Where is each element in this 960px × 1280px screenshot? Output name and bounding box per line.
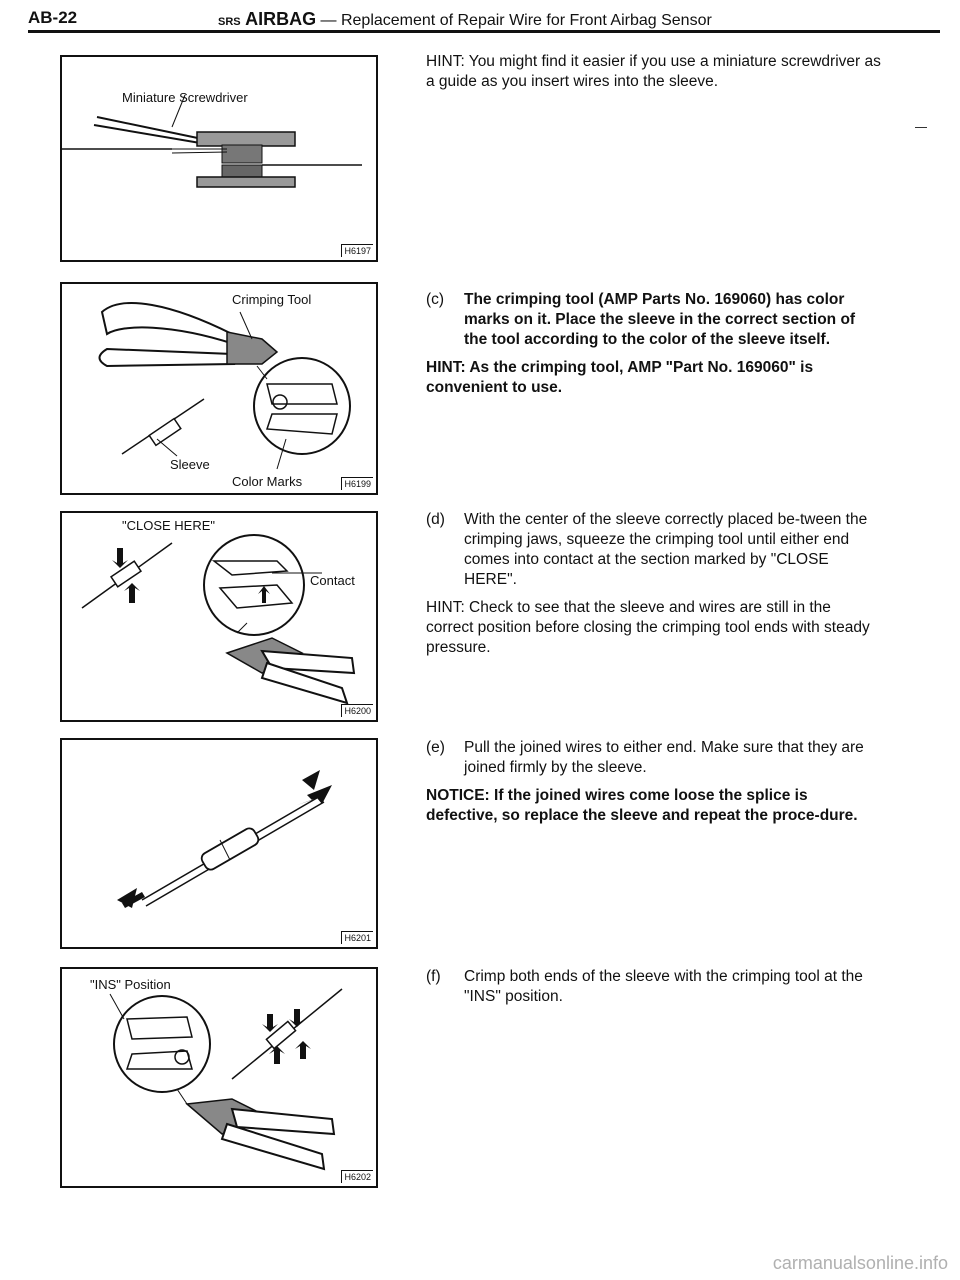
step-text: Pull the joined wires to either end. Make sure that they are joined firmly by the sleeve. <box>464 739 864 776</box>
step-c-hint: HINT: As the crimping tool, AMP "Part No. 169060" is convenient to use. <box>426 359 814 396</box>
label-crimping-tool: Crimping Tool <box>232 292 312 307</box>
step-e-body <box>426 738 882 778</box>
figure-crimping-tool <box>60 282 378 495</box>
pull-test-illustration <box>62 740 376 947</box>
page-number: AB-22 <box>28 8 78 27</box>
figure-code: H6202 <box>341 1170 373 1183</box>
crimping-tool-illustration <box>62 284 376 493</box>
title-rest: — Replacement of Repair Wire for Front Airbag Sensor <box>320 12 712 29</box>
step-c <box>426 290 882 398</box>
step-letter: (d) <box>426 511 445 528</box>
airbag-label: AIRBAG <box>245 9 317 29</box>
step-text: The crimping tool (AMP Parts No. 169060) has color marks on it. Place the sleeve in the correct section of the tool according to the color of the sleeve itself. <box>464 291 856 348</box>
figure-code: H6197 <box>341 244 373 257</box>
close-here-illustration <box>62 513 376 720</box>
figure-code: H6201 <box>341 931 373 944</box>
label-sleeve: Sleeve <box>170 457 210 472</box>
label-miniature-screwdriver: Miniature Screwdriver <box>122 90 248 105</box>
hint-text: HINT: You might find it easier if you use a miniature screwdriver as a guide as you insert wires into the sleeve. <box>426 53 881 90</box>
figure-code: H6199 <box>341 477 373 490</box>
step-f-body <box>426 967 882 1007</box>
page-header <box>28 6 940 33</box>
watermark: carmanualsonline.info <box>772 1253 948 1273</box>
step-text: Crimp both ends of the sleeve with the crimping tool at the "INS" position. <box>464 968 863 1005</box>
figure-pull-test <box>60 738 378 949</box>
figure-code: H6200 <box>341 704 373 717</box>
margin-dash <box>915 127 927 128</box>
label-ins-position: "INS" Position <box>90 977 171 992</box>
ins-position-illustration <box>62 969 376 1186</box>
step-f <box>426 967 882 1007</box>
srs-label: SRS <box>218 16 241 28</box>
step-d-hint: HINT: Check to see that the sleeve and wires are still in the correct position before closing the crimping tool ends with steady pressure. <box>426 599 870 656</box>
step-letter: (c) <box>426 291 445 308</box>
figure-screwdriver <box>60 55 378 262</box>
step-d-body <box>426 510 882 590</box>
step-letter: (e) <box>426 739 445 756</box>
step-letter: (f) <box>426 968 441 985</box>
step-c-body <box>426 290 882 350</box>
figure-ins-position <box>60 967 378 1188</box>
step-text: With the center of the sleeve correctly placed be-tween the crimping jaws, squeeze the crimping tool until either end comes into contact at the section marked by "CLOSE HERE". <box>464 511 868 588</box>
step-d <box>426 510 882 658</box>
step-e-notice: NOTICE: If the joined wires come loose the splice is defective, so replace the sleeve and repeat the proce-dure. <box>426 787 858 824</box>
label-close-here: "CLOSE HERE" <box>122 518 216 533</box>
screwdriver-illustration <box>62 57 376 260</box>
step-e <box>426 738 882 826</box>
label-contact: Contact <box>310 573 355 588</box>
page-title <box>218 9 712 30</box>
label-color-marks: Color Marks <box>232 474 303 489</box>
hint-screwdriver <box>426 52 882 92</box>
figure-close-here <box>60 511 378 722</box>
